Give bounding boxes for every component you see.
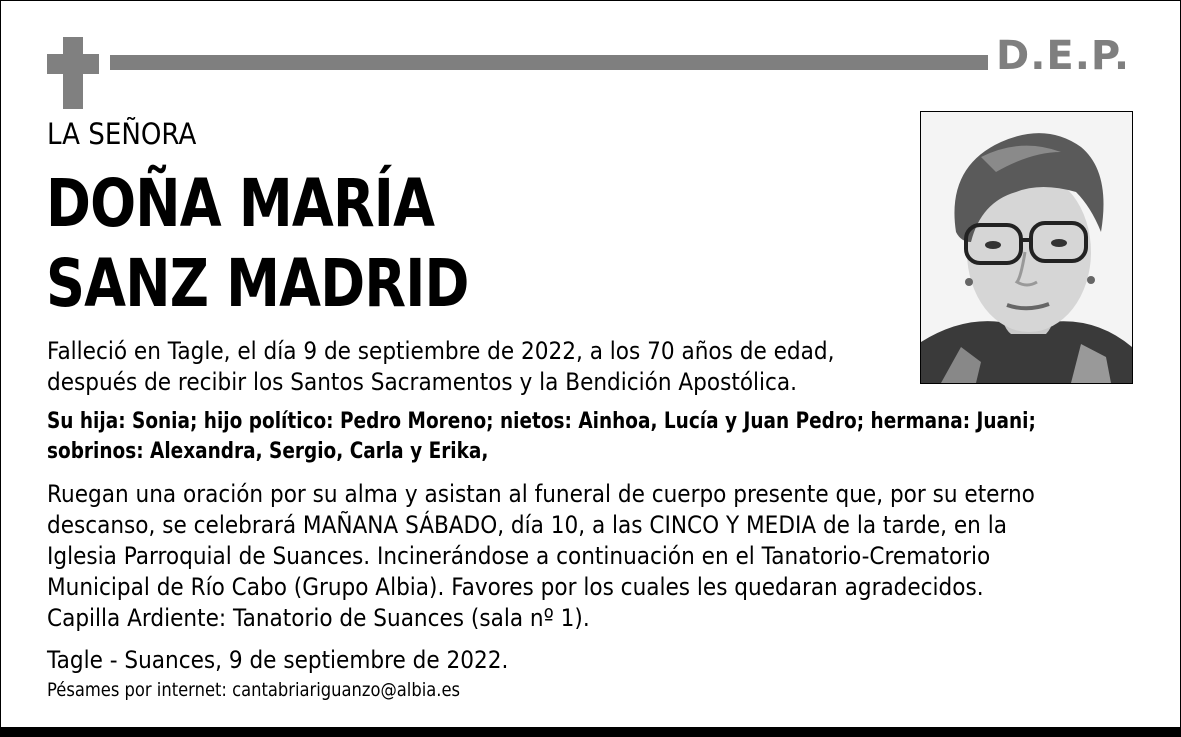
bottom-bar bbox=[0, 727, 1181, 737]
family-list bbox=[47, 407, 1036, 467]
funeral-line2: descanso, se celebrará MAÑANA SÁBADO, día 10, a las CINCO Y MEDIA de la tarde, en la bbox=[47, 511, 1007, 539]
condolences-email: Pésames por internet: cantabriariguanzo@albia.es bbox=[47, 679, 461, 701]
deceased-photo bbox=[920, 111, 1133, 384]
title-prefix: LA SEÑORA bbox=[47, 117, 197, 151]
funeral-line3: Iglesia Parroquial de Suances. Incinerándose a continuación en el Tanatorio-Crematorio bbox=[47, 542, 991, 570]
funeral-details bbox=[47, 479, 1035, 634]
deceased-name-line1: DOÑA MARÍA bbox=[46, 165, 435, 242]
portrait-icon bbox=[921, 112, 1132, 383]
death-notice-line1: Falleció en Tagle, el día 9 de septiembre de 2022, a los 70 años de edad, bbox=[47, 337, 835, 365]
place-date: Tagle - Suances, 9 de septiembre de 2022. bbox=[47, 646, 509, 674]
family-line1: Su hija: Sonia; hijo político: Pedro Moreno; nietos: Ainhoa, Lucía y Juan Pedro; hermana: Juani; bbox=[47, 409, 1036, 434]
death-notice bbox=[47, 336, 834, 398]
funeral-line5: Capilla Ardiente: Tanatorio de Suances (sala nº 1). bbox=[47, 604, 590, 632]
funeral-line4: Municipal de Río Cabo (Grupo Albia). Favores por los cuales les quedaran agradecidos. bbox=[47, 573, 984, 601]
deceased-name-line2: SANZ MADRID bbox=[46, 245, 469, 322]
death-notice-line2: después de recibir los Santos Sacramentos y la Bendición Apostólica. bbox=[47, 368, 798, 396]
cross-icon bbox=[47, 37, 99, 109]
family-line2: sobrinos: Alexandra, Sergio, Carla y Erika, bbox=[47, 439, 489, 464]
header-rule bbox=[110, 55, 988, 70]
funeral-line1: Ruegan una oración por su alma y asistan al funeral de cuerpo presente que, por su eterno bbox=[47, 480, 1035, 508]
dep-label: D.E.P. bbox=[996, 33, 1131, 79]
